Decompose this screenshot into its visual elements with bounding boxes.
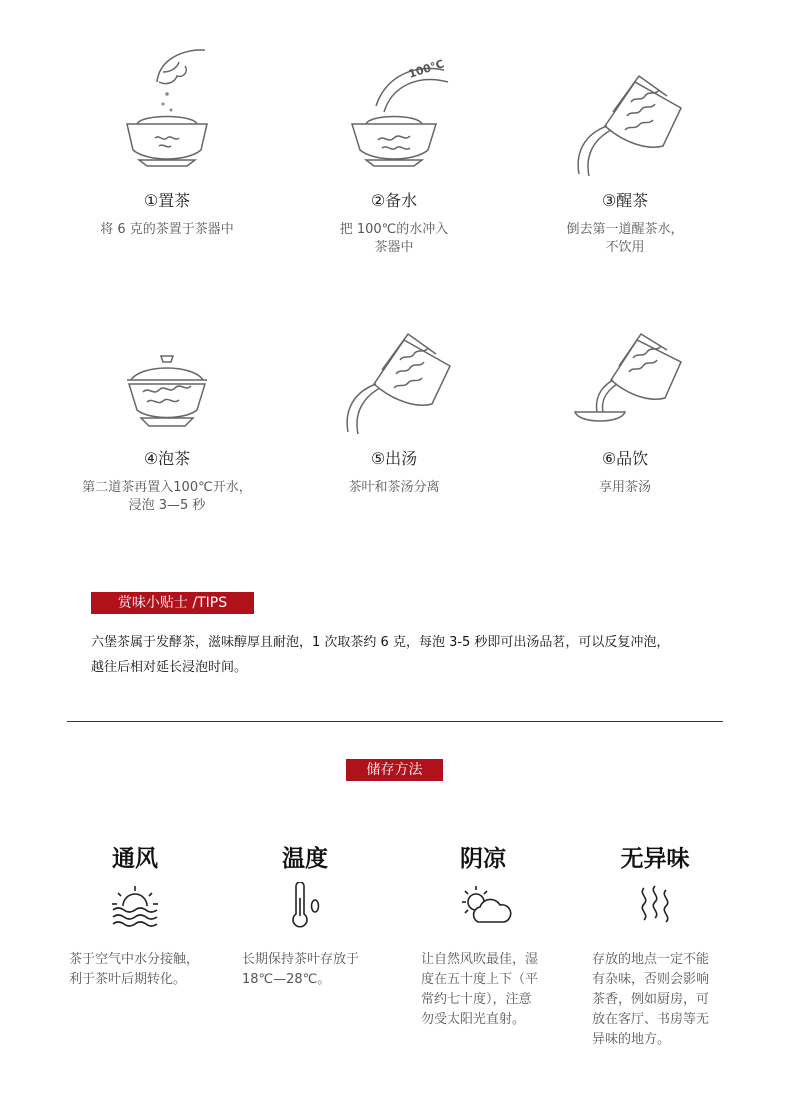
storage-item-no-odor <box>580 840 730 873</box>
tips-badge: 赏味小贴士 /TIPS <box>91 592 254 614</box>
odor-icon <box>636 884 674 926</box>
pour-water-icon <box>324 42 464 182</box>
add-tea-icon <box>97 42 237 182</box>
step-awaken-tea <box>525 42 725 257</box>
storage-title: 通风 <box>112 845 158 872</box>
section-divider <box>67 721 723 722</box>
pour-cup-icon <box>555 300 695 440</box>
step-title: ②备水 <box>370 191 418 210</box>
water-temperature-label: 100°C <box>406 57 446 81</box>
step-description: 茶叶和茶汤分离 <box>348 480 440 495</box>
storage-item-cool-shade <box>408 840 558 873</box>
pour-out-icon <box>555 42 695 182</box>
step-enjoy-tea <box>525 300 725 497</box>
pour-out-icon <box>324 300 464 440</box>
storage-title: 无异味 <box>620 845 690 872</box>
step-description: 把 100℃的水冲入 茶器中 <box>339 222 449 255</box>
step-title: ⑤出汤 <box>370 449 418 468</box>
storage-description: 长期保持茶叶存放于 18℃—28℃。 <box>242 952 360 987</box>
step-brew-tea <box>67 300 267 515</box>
step-title: ③醒茶 <box>601 191 649 210</box>
step-description: 倒去第一道醒茶水， 不饮用 <box>566 222 684 255</box>
storage-badge: 储存方法 <box>346 759 443 781</box>
step-description: 享用茶汤 <box>598 480 651 495</box>
thermometer-icon <box>290 882 324 928</box>
step-title: ①置茶 <box>143 191 191 210</box>
step-description: 将 6 克的茶置于茶器中 <box>100 222 234 237</box>
step-title: ⑥品饮 <box>601 449 649 468</box>
sun-cloud-icon <box>458 884 514 926</box>
step-description: 第二道茶再置入100℃开水， 浸泡 3—5 秒 <box>82 480 252 513</box>
sun-waves-icon <box>110 884 160 928</box>
storage-title: 温度 <box>282 845 328 872</box>
storage-description: 茶于空气中水分接触， 利于茶叶后期转化。 <box>69 952 200 987</box>
step-pour-tea <box>294 300 494 497</box>
step-prepare-water <box>294 42 494 257</box>
storage-title: 阴凉 <box>460 845 506 872</box>
lidded-bowl-icon <box>97 300 237 440</box>
step-title: ④泡茶 <box>143 449 191 468</box>
storage-description: 存放的地点一定不能 有杂味，否则会影响 茶香，例如厨房，可 放在客厅、书房等无 异味的地方。 <box>592 952 710 1047</box>
tips-text: 六堡茶属于发酵茶，滋味醇厚且耐泡，1 次取茶约 6 克，每泡 3-5 秒即可出汤品茗，可以反复冲泡， 越往后相对延长浸泡时间。 <box>91 635 670 675</box>
storage-description: 让自然风吹最佳，湿 度在五十度上下（平 常约七十度），注意 勿受太阳光直射。 <box>421 952 539 1027</box>
storage-item-temperature <box>230 840 380 873</box>
storage-item-ventilation <box>60 840 210 873</box>
step-add-tea <box>67 42 267 239</box>
